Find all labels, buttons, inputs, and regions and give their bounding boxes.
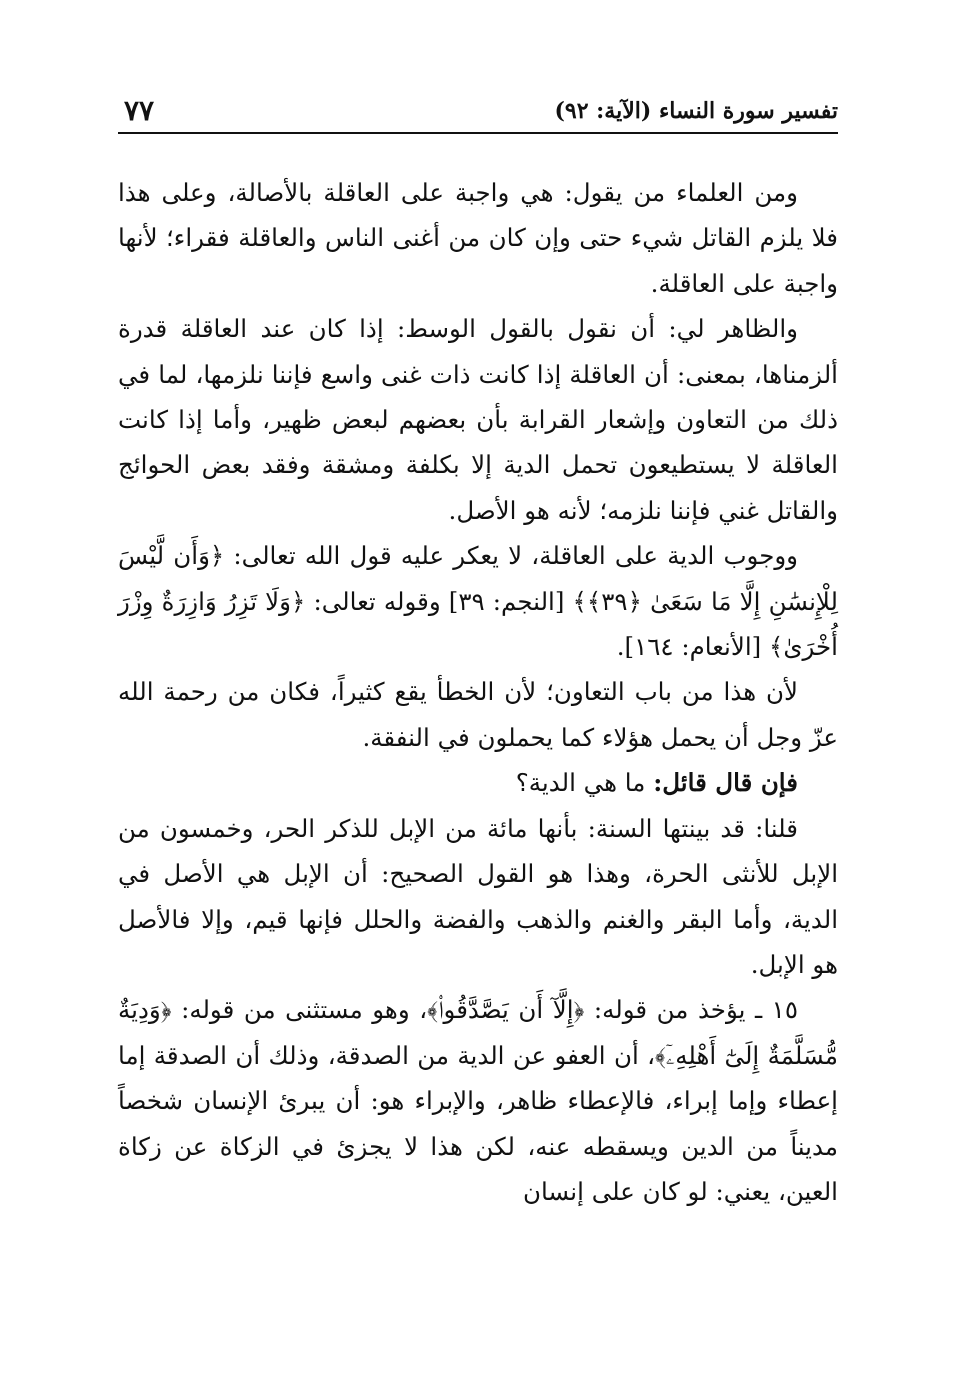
paragraph-6: قلنا: قد بينتها السنة: بأنها مائة من الإبل للذكر الحر، وخمسون من الإبل للأنثى الحرة، وهذا هو القول الصحيح: أن الإبل هي الأصل في الدية، وأما البقر والغنم والذهب والفضة والحلل فإنها قيم، وإلا فالأصل هو الإبل. bbox=[118, 813, 838, 979]
paragraph-1: ومن العلماء من يقول: هي واجبة على العاقلة بالأصالة، وعلى هذا فلا يلزم القاتل شيء حتى وإن كان من أغنى الناس والعاقلة فقراء؛ لأنها واجبة على العاقلة. bbox=[118, 178, 838, 298]
paragraph-2: والظاهر لي: أن نقول بالقول الوسط: إذا كان عند العاقلة قدرة ألزمناها، بمعنى: أن العاقلة إذا كانت ذات غنى واسع فإننا نلزمها، لما في ذلك من التعاون وإشعار القرابة بأن بعضهم لبعض ظهير، وأما إذا كانت العاقلة لا يستطيعون تحمل الدية إلا بكلفة ومشقة وفقد بعض الحوائج والقاتل غني فإننا نلزمه؛ لأنه هو الأصل. bbox=[118, 314, 838, 525]
running-title: تفسير سورة النساء (الآية: ٩٢) bbox=[554, 98, 838, 124]
paragraph-7: ١٥ ـ يؤخذ من قوله: ﴿إِلَّآ أَن يَصَّدَّقُوا۟﴾، وهو مستثنى من قوله: ﴿وَدِيَةٌ مُّسَلَّمَةٌ إِلَىٰٓ أَهْلِهِۦٓ﴾، أن العفو عن الدية من الصدقة، وذلك أن الصدقة إما إعطاء وإما إبراء، فالإعطاء ظاهر، والإبراء هو: أن يبرئ الإنسان شخصاً مديناً من الدين ويسقطه عنه، لكن هذا لا يجزئ في الزكاة عن زكاة العين، يعني: لو كان على إنسان bbox=[118, 995, 838, 1206]
page-body bbox=[118, 170, 838, 1214]
question-lead: فإن قال قائل: bbox=[653, 768, 798, 798]
question-text: ما هي الدية؟ bbox=[515, 768, 654, 798]
page-number: ٧٧ bbox=[124, 94, 155, 127]
page-header bbox=[118, 92, 838, 134]
paragraph-4: لأن هذا من باب التعاون؛ لأن الخطأ يقع كثيراً، فكان من رحمة الله عزّ وجل أن يحمل هؤلاء كما يحملون في النفقة. bbox=[118, 677, 838, 752]
paragraph-3: ووجوب الدية على العاقلة، لا يعكر عليه قول الله تعالى: ﴿وَأَن لَّيْسَ لِلْإِنسَٰنِ إِلَّا مَا سَعَىٰ ﴿٣٩﴾﴾ [النجم: ٣٩] وقوله تعالى: ﴿وَلَا تَزِرُ وَازِرَةٌ وِزْرَ أُخْرَىٰ﴾ [الأنعام: ١٦٤]. bbox=[118, 541, 838, 662]
paragraph-5 bbox=[118, 760, 838, 805]
